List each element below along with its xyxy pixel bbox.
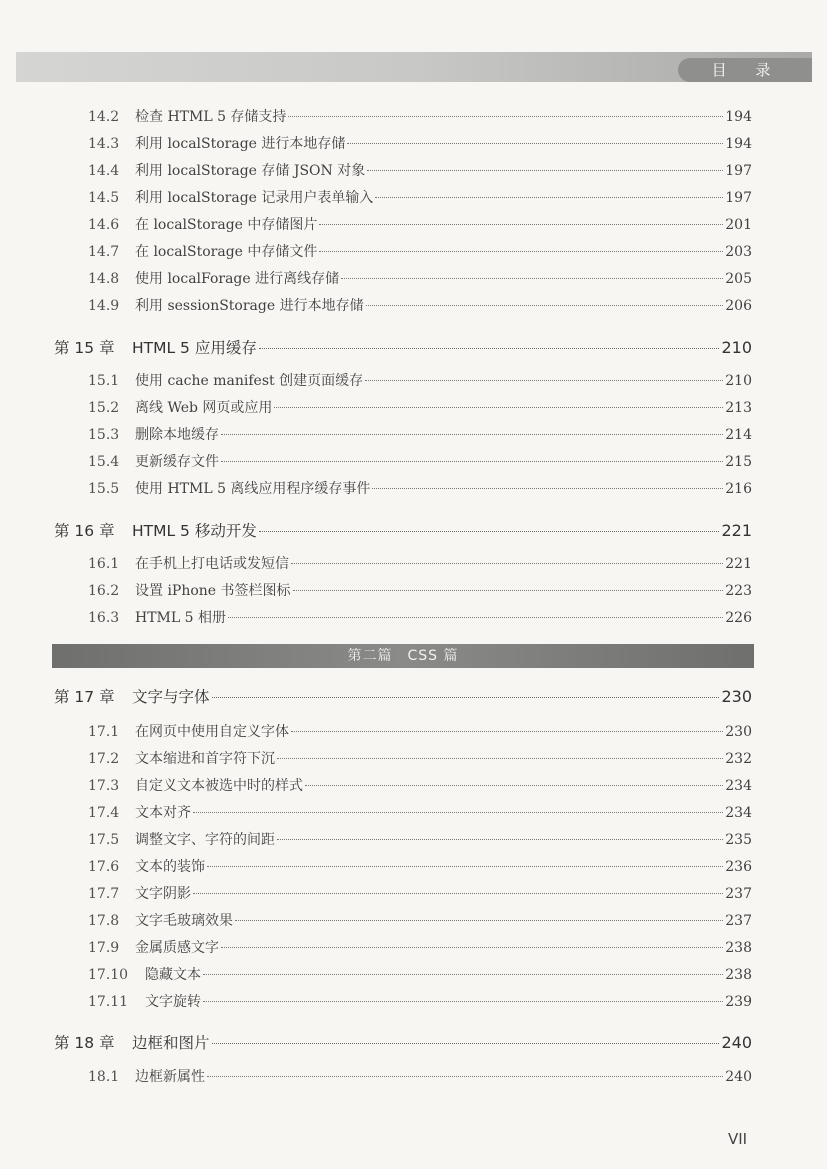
entry-title: 隐藏文本: [145, 967, 201, 983]
entry-number: 17.8: [88, 913, 120, 929]
chapter-page: 240: [721, 1033, 752, 1052]
leader-dots: [291, 550, 723, 564]
entry-title: 利用 localStorage 存储 JSON 对象: [135, 163, 366, 179]
entry-title: 删除本地缓存: [135, 427, 219, 443]
entry-page: 238: [725, 967, 752, 983]
toc-chapter[interactable]: [54, 1031, 752, 1053]
leader-dots: [291, 718, 723, 732]
entry-number: 14.5: [88, 190, 120, 206]
toc-entry[interactable]: [88, 856, 752, 876]
entry-number: 17.1: [88, 724, 120, 740]
entry-page: 215: [725, 454, 752, 470]
toc-entry[interactable]: [88, 883, 752, 903]
entry-number: 16.2: [88, 583, 120, 599]
entry-page: 206: [725, 298, 752, 314]
toc-chapter[interactable]: [54, 336, 752, 358]
toc-entry[interactable]: [88, 424, 752, 444]
toc-entry[interactable]: [88, 775, 752, 795]
section-header-label: 目 录: [678, 58, 812, 82]
leader-dots: [193, 880, 723, 894]
entry-number: 14.8: [88, 271, 120, 287]
entry-number: 14.2: [88, 109, 120, 125]
part-banner: 第二篇 CSS 篇: [52, 644, 754, 668]
toc-entry[interactable]: [88, 802, 752, 822]
entry-title: 文字阴影: [135, 886, 191, 902]
entry-page: 240: [725, 1069, 752, 1085]
entry-page: 237: [725, 913, 752, 929]
leader-dots: [305, 772, 723, 786]
entry-page: 226: [725, 610, 752, 626]
entry-title: 自定义文本被选中时的样式: [135, 778, 303, 794]
leader-dots: [259, 334, 720, 349]
entry-title: 检查 HTML 5 存储支持: [135, 109, 287, 125]
chapter-title: 文字与字体: [132, 688, 210, 706]
chapter-title: 边框和图片: [132, 1034, 210, 1052]
entry-page: 216: [725, 481, 752, 497]
chapter-label: 第 16 章: [54, 522, 115, 540]
entry-number: 17.6: [88, 859, 120, 875]
entry-title: 利用 sessionStorage 进行本地存储: [135, 298, 364, 314]
leader-dots: [207, 853, 723, 867]
entry-number: 17.2: [88, 751, 120, 767]
leader-dots: [221, 934, 723, 948]
leader-dots: [212, 683, 720, 698]
entry-number: 15.1: [88, 373, 120, 389]
leader-dots: [341, 265, 723, 279]
toc-entry[interactable]: [88, 478, 752, 498]
leader-dots: [375, 184, 723, 198]
entry-number: 17.9: [88, 940, 120, 956]
entry-title: 使用 HTML 5 离线应用程序缓存事件: [135, 481, 371, 497]
toc-entry[interactable]: [88, 1066, 752, 1086]
chapter-page: 210: [721, 338, 752, 357]
entry-page: 214: [725, 427, 752, 443]
entry-number: 18.1: [88, 1069, 120, 1085]
entry-title: 使用 localForage 进行离线存储: [135, 271, 340, 287]
entry-number: 17.4: [88, 805, 120, 821]
toc-entry[interactable]: [88, 160, 752, 180]
toc-entry[interactable]: [88, 106, 752, 126]
entry-title: 文字毛玻璃效果: [135, 913, 233, 929]
leader-dots: [259, 517, 720, 532]
entry-page: 221: [725, 556, 752, 572]
toc-entry[interactable]: [88, 910, 752, 930]
entry-title: 文本缩进和首字符下沉: [135, 751, 275, 767]
entry-number: 15.5: [88, 481, 120, 497]
entry-title: 设置 iPhone 书签栏图标: [135, 583, 291, 599]
leader-dots: [221, 421, 723, 435]
entry-title: 在 localStorage 中存储文件: [135, 244, 318, 260]
entry-title: 调整文字、字符的间距: [135, 832, 275, 848]
entry-number: 16.3: [88, 610, 120, 626]
entry-page: 205: [725, 271, 752, 287]
entry-title: 利用 localStorage 记录用户表单输入: [135, 190, 374, 206]
entry-title: 边框新属性: [135, 1069, 205, 1085]
leader-dots: [203, 961, 723, 975]
leader-dots: [293, 577, 724, 591]
entry-title: 文字旋转: [145, 994, 201, 1010]
entry-number: 17.11: [88, 994, 129, 1010]
leader-dots: [319, 238, 723, 252]
entry-page: 210: [725, 373, 752, 389]
page-number: VII: [728, 1130, 748, 1148]
chapter-page: 221: [721, 521, 752, 540]
toc-entry[interactable]: [88, 370, 752, 390]
entry-page: 232: [725, 751, 752, 767]
toc-entry[interactable]: [88, 241, 752, 261]
toc-entry[interactable]: [88, 721, 752, 741]
leader-dots: [277, 826, 723, 840]
chapter-title: HTML 5 移动开发: [132, 522, 257, 540]
chapter-label: 第 15 章: [54, 339, 115, 357]
leader-dots: [365, 367, 723, 381]
toc-entry[interactable]: [88, 607, 752, 627]
toc-chapter[interactable]: [54, 685, 752, 707]
leader-dots: [274, 394, 723, 408]
chapter-title: HTML 5 应用缓存: [132, 339, 257, 357]
entry-page: 237: [725, 886, 752, 902]
entry-title: 更新缓存文件: [135, 454, 219, 470]
entry-page: 235: [725, 832, 752, 848]
leader-dots: [319, 211, 723, 225]
leader-dots: [277, 745, 723, 759]
entry-page: 239: [725, 994, 752, 1010]
leader-dots: [367, 157, 723, 171]
entry-title: HTML 5 相册: [135, 610, 226, 626]
leader-dots: [288, 103, 723, 117]
toc-entry[interactable]: [88, 991, 752, 1011]
entry-number: 14.4: [88, 163, 120, 179]
entry-title: 在网页中使用自定义字体: [135, 724, 289, 740]
entry-title: 利用 localStorage 进行本地存储: [135, 136, 346, 152]
entry-page: 194: [725, 109, 752, 125]
toc-entry[interactable]: [88, 133, 752, 153]
toc-entry[interactable]: [88, 397, 752, 417]
entry-page: 223: [725, 583, 752, 599]
leader-dots: [235, 907, 723, 921]
entry-page: 201: [725, 217, 752, 233]
toc-entry[interactable]: [88, 214, 752, 234]
leader-dots: [212, 1029, 720, 1044]
toc-entry[interactable]: [88, 553, 752, 573]
chapter-label: 第 18 章: [54, 1034, 115, 1052]
entry-number: 14.7: [88, 244, 120, 260]
entry-page: 194: [725, 136, 752, 152]
entry-number: 15.2: [88, 400, 120, 416]
leader-dots: [193, 799, 723, 813]
toc-entry[interactable]: [88, 580, 752, 600]
entry-title: 在手机上打电话或发短信: [135, 556, 289, 572]
entry-page: 234: [725, 805, 752, 821]
entry-page: 197: [725, 163, 752, 179]
entry-title: 金属质感文字: [135, 940, 219, 956]
entry-number: 16.1: [88, 556, 120, 572]
toc-entry[interactable]: [88, 268, 752, 288]
entry-page: 197: [725, 190, 752, 206]
entry-number: 14.3: [88, 136, 120, 152]
entry-page: 234: [725, 778, 752, 794]
entry-page: 238: [725, 940, 752, 956]
entry-title: 在 localStorage 中存储图片: [135, 217, 318, 233]
leader-dots: [228, 604, 723, 618]
leader-dots: [366, 292, 724, 306]
entry-page: 236: [725, 859, 752, 875]
toc-entry[interactable]: [88, 748, 752, 768]
entry-title: 使用 cache manifest 创建页面缓存: [135, 373, 364, 389]
entry-title: 离线 Web 网页或应用: [135, 400, 273, 416]
entry-number: 17.3: [88, 778, 120, 794]
entry-number: 17.5: [88, 832, 120, 848]
toc-entry[interactable]: [88, 451, 752, 471]
entry-title: 文本的装饰: [135, 859, 205, 875]
entry-number: 14.9: [88, 298, 120, 314]
toc-entry[interactable]: [88, 829, 752, 849]
entry-page: 203: [725, 244, 752, 260]
toc-entry[interactable]: [88, 187, 752, 207]
entry-number: 17.10: [88, 967, 129, 983]
chapter-page: 230: [721, 687, 752, 706]
chapter-label: 第 17 章: [54, 688, 115, 706]
entry-number: 14.6: [88, 217, 120, 233]
toc-entry[interactable]: [88, 964, 752, 984]
entry-number: 15.4: [88, 454, 120, 470]
entry-number: 15.3: [88, 427, 120, 443]
leader-dots: [207, 1063, 723, 1077]
toc-entry[interactable]: [88, 937, 752, 957]
leader-dots: [221, 448, 723, 462]
leader-dots: [372, 475, 723, 489]
entry-page: 213: [725, 400, 752, 416]
toc-entry[interactable]: [88, 295, 752, 315]
toc-chapter[interactable]: [54, 519, 752, 541]
leader-dots: [203, 988, 723, 1002]
entry-title: 文本对齐: [135, 805, 191, 821]
entry-page: 230: [725, 724, 752, 740]
entry-number: 17.7: [88, 886, 120, 902]
leader-dots: [347, 130, 723, 144]
